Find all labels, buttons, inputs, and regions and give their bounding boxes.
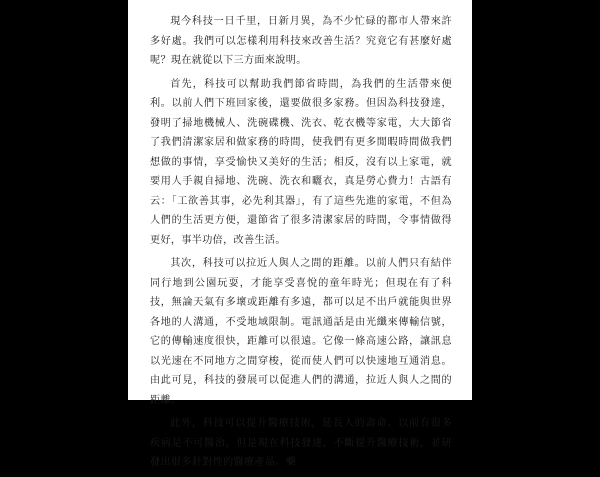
paragraph-second-point: 其次，科技可以拉近人與人之間的距離。以前人們只有結伴同行地到公園玩耍，才能享受喜悅的童年時光；但現在有了科技，無論天氣有多壞或距離有多遠，都可以足不出戶就能與世界各地的人溝通，不受地域限制。電訊通話是由光纖來傳輸信號，它的傳輸速度很快，距離可以很遠。它像一條高速公路，讓訊息以光速在不同地方之間穿梭，從而使人們可以快速地互通消息。由此可見，科技的發展可以促進人們的溝通，拉近人與人之間的距離。 [150, 258, 452, 406]
document-page [128, 0, 472, 468]
paragraph-first-point: 首先，科技可以幫助我們節省時間，為我們的生活帶來便利。以前人們下班回家後，還要做很多家務。但因為科技發達，發明了掃地機械人、洗碗碟機、洗衣、乾衣機等家電，大大節省了我們清潔家居和做家務的時間，使我們有更多閒暇時間做我們想做的事情，享受愉快又美好的生活；相反，沒有以上家電，就要用人手親自掃地、洗碗、洗衣和曬衣，真是勞心費力！古語有云：「工欲善其事，必先利其器」，有了這些先進的家電，不但為人們的生活更方便，還節省了很多清潔家居的時間，令事情做得更好，事半功倍，改善生活。 [150, 78, 452, 246]
paragraph-third-point: 此外，科技可以提升醫療技術，延長人的壽命。以前有很多疾病是不可醫治，但是現在科技發達，不斷提升醫療技術，並研發出很多針對性的醫療產品。藥 [150, 418, 452, 468]
document-body [150, 12, 452, 477]
paragraph-intro: 現今科技一日千里，日新月異，為不少忙碌的都市人帶來許多好處。我們可以怎樣利用科技來改善生活？究竟它有甚麼好處呢？現在就從以下三方面來說明。 [150, 16, 452, 66]
